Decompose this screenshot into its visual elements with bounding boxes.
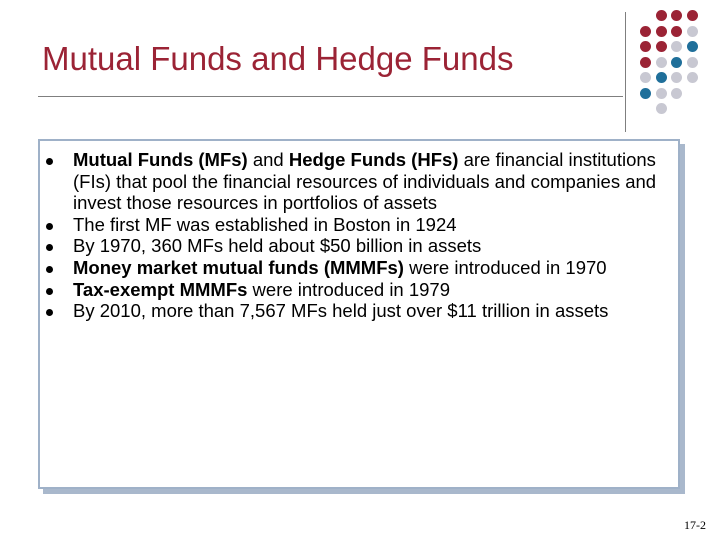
decorative-dot [671,10,682,21]
decorative-dot [656,26,667,37]
bullet-dot-icon [46,309,53,316]
decorative-dot [656,41,667,52]
vertical-divider [625,12,626,132]
decorative-dot [671,88,682,99]
bullet-bold-term: Hedge Funds (HFs) [288,149,459,170]
bullet-text: were introduced in 1970 [403,256,607,278]
slide-title: Mutual Funds and Hedge Funds [42,40,514,77]
decorative-dot [687,72,698,83]
bullet-text: and [247,149,289,170]
decorative-dot [687,26,698,37]
decorative-dot [640,57,651,68]
decorative-dot-grid [640,10,710,120]
bullet-item [40,214,680,236]
decorative-dot [671,41,682,52]
bullet-bold-term: Money market mutual funds (MMMFs) [73,256,404,278]
bullet-text: By 2010, more than 7,567 MFs held just over $11 trillion in assets [73,300,609,322]
bullet-list [40,149,680,322]
decorative-dot [656,57,667,68]
decorative-dot [687,41,698,52]
content-box [38,139,680,489]
bullet-dot-icon [46,244,53,251]
decorative-dot [640,26,651,37]
bullet-dot-icon [46,223,53,230]
decorative-dot [656,72,667,83]
bullet-text: are financial institutions (FIs) that pool the financial resources of individuals and companies and invest those resources in portfolios of assets [73,149,657,214]
bullet-item [40,149,680,214]
bullet-item [40,300,680,322]
decorative-dot [640,72,651,83]
title-divider [38,96,623,97]
bullet-item [40,257,680,279]
decorative-dot [687,57,698,68]
decorative-dot [671,26,682,37]
bullet-bold-term: Mutual Funds (MFs) [73,149,248,170]
decorative-dot [656,10,667,21]
decorative-dot [656,88,667,99]
decorative-dot [640,88,651,99]
bullet-text: By 1970, 360 MFs held about $50 billion in assets [73,235,482,257]
bullet-item [40,279,680,301]
bullet-text: were introduced in 1979 [247,278,451,300]
page-number: 17-2 [684,518,706,532]
decorative-dot [671,72,682,83]
bullet-dot-icon [46,266,53,273]
bullet-text: The first MF was established in Boston in 1924 [73,213,457,235]
bullet-dot-icon [46,158,53,165]
bullet-bold-term: Tax-exempt MMMFs [73,278,248,300]
decorative-dot [640,41,651,52]
decorative-dot [671,57,682,68]
decorative-dot [687,10,698,21]
decorative-dot [656,103,667,114]
bullet-item [40,235,680,257]
bullet-dot-icon [46,288,53,295]
